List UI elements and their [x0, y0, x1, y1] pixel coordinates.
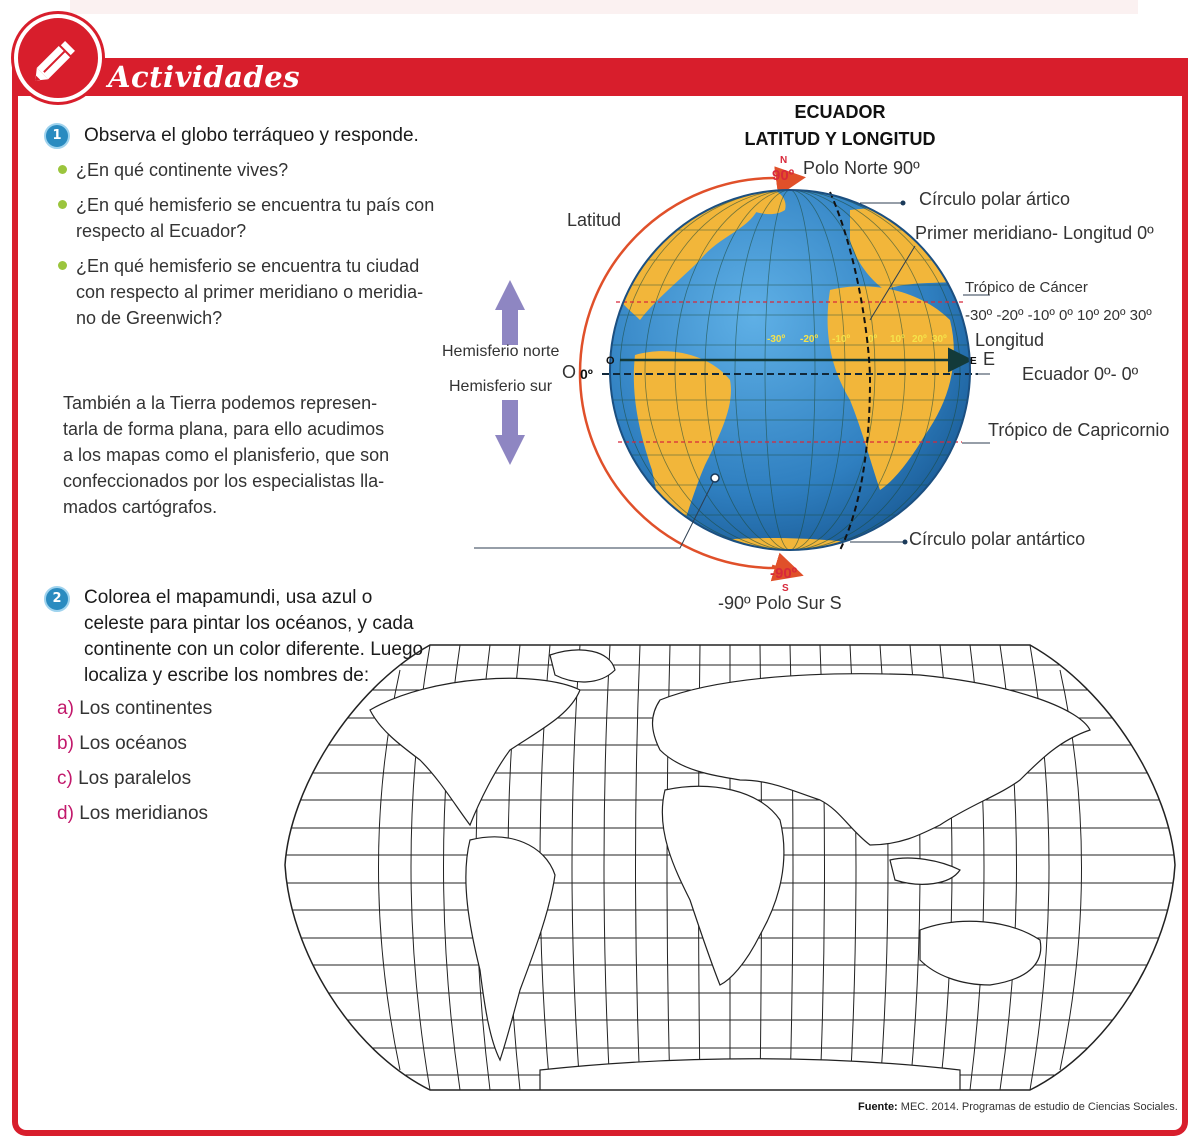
- west-letter: O: [606, 355, 615, 367]
- label-circulo-artico: Círculo polar ártico: [919, 189, 1071, 209]
- q2-item-b: [57, 733, 187, 755]
- globe-title-1: ECUADOR: [794, 102, 886, 122]
- bullet-dot: [58, 200, 67, 209]
- item-text: Los paralelos: [78, 768, 192, 789]
- bullet-text: ¿En qué hemisferio se encuentra tu ciudad: [76, 256, 420, 276]
- item-text: Los meridianos: [79, 803, 209, 824]
- label-hemisferio-sur: Hemisferio sur: [449, 378, 553, 395]
- q2-line: Colorea el mapamundi, usa azul o: [84, 587, 373, 608]
- q2-item-a: [57, 698, 212, 720]
- bullet-text: con respecto al primer meridiano o meridia-: [76, 282, 424, 302]
- label-polo-sur: -90º Polo Sur S: [718, 593, 842, 613]
- label-hemisferio-norte: Hemisferio norte: [442, 343, 560, 360]
- bullet-text: no de Greenwich?: [76, 308, 223, 328]
- label-e: E: [983, 349, 996, 369]
- question-2-badge: 2: [44, 586, 70, 612]
- item-text: Los continentes: [79, 698, 213, 719]
- world-map-outline: [280, 630, 1180, 1100]
- label-tropico-capricornio: Trópico de Capricornio: [988, 420, 1170, 440]
- question-1-badge: 1: [44, 123, 70, 149]
- source-label: Fuente:: [858, 1101, 898, 1113]
- north-degree: 90º: [772, 167, 795, 184]
- para-line: tarla de forma plana, para ello acudimos: [63, 419, 385, 439]
- label-ecuador: Ecuador 0º- 0º: [1022, 364, 1139, 384]
- bullet-text: ¿En qué continente vives?: [76, 160, 289, 180]
- planisferio-paragraph: [63, 390, 408, 520]
- lon-tick: -30º: [767, 334, 786, 345]
- para-line: confeccionados por los especialistas lla-: [63, 471, 385, 491]
- q2-line: localiza y escribe los nombres de:: [84, 665, 370, 686]
- east-letter: E: [970, 356, 977, 367]
- zero-degree: 0º: [580, 366, 593, 382]
- label-longitudes: -30º -20º -10º 0º 10º 20º 30º: [965, 307, 1152, 324]
- lon-tick: 10º: [890, 334, 905, 345]
- para-line: También a la Tierra podemos represen-: [63, 393, 378, 413]
- q1-bullet-2: [58, 192, 434, 244]
- south-letter: S: [782, 583, 789, 594]
- globe-title-2: LATITUD Y LONGITUD: [744, 129, 936, 149]
- source-note: [858, 1101, 1178, 1113]
- north-letter: N: [780, 155, 788, 166]
- bullet-text: respecto al Ecuador?: [76, 221, 247, 241]
- lon-tick: 0º: [868, 334, 878, 345]
- bullet-dot: [58, 165, 67, 174]
- south-hemisphere-arrow: [495, 400, 525, 465]
- south-degree: -90º: [770, 565, 798, 582]
- pencil-icon: [18, 18, 98, 98]
- label-tropico-cancer: Trópico de Cáncer: [965, 279, 1088, 296]
- bullet-dot: [58, 261, 67, 270]
- label-polo-norte: Polo Norte 90º: [803, 158, 920, 178]
- item-letter: a): [57, 698, 74, 719]
- top-band: [70, 0, 1138, 14]
- leader-origin-dot: [711, 474, 719, 482]
- label-circulo-antartico: Círculo polar antártico: [909, 529, 1086, 549]
- lon-tick: -10º: [832, 334, 851, 345]
- question-1-title: Observa el globo terráqueo y responde.: [84, 125, 419, 146]
- label-o: O: [562, 362, 577, 382]
- q2-item-d: [57, 803, 208, 825]
- item-letter: d): [57, 803, 74, 824]
- q1-bullet-1: [58, 157, 288, 183]
- north-hemisphere-arrow: [495, 280, 525, 345]
- item-letter: b): [57, 733, 74, 754]
- item-text: Los océanos: [79, 733, 187, 754]
- lon-tick: 30º: [932, 334, 947, 345]
- label-primer-meridiano: Primer meridiano- Longitud 0º: [915, 223, 1154, 243]
- globe-diagram: [430, 150, 990, 600]
- q1-bullet-3: [58, 253, 423, 331]
- lon-tick: 20º: [912, 334, 927, 345]
- lon-tick: -20º: [800, 334, 819, 345]
- q2-item-c: [57, 768, 191, 790]
- q2-line: continente con un color diferente. Luego: [84, 639, 424, 660]
- label-longitud: Longitud: [975, 330, 1045, 350]
- source-text: MEC. 2014. Programas de estudio de Ciencias Sociales.: [900, 1101, 1178, 1113]
- label-latitud: Latitud: [567, 210, 622, 230]
- header-title: Actividades: [108, 60, 301, 94]
- bullet-text: ¿En qué hemisferio se encuentra tu país con: [76, 195, 435, 215]
- pencil-badge: [14, 14, 102, 102]
- q2-line: celeste para pintar los océanos, y cada: [84, 613, 414, 634]
- para-line: mados cartógrafos.: [63, 497, 218, 517]
- para-line: a los mapas como el planisferio, que son: [63, 445, 390, 465]
- item-letter: c): [57, 768, 73, 789]
